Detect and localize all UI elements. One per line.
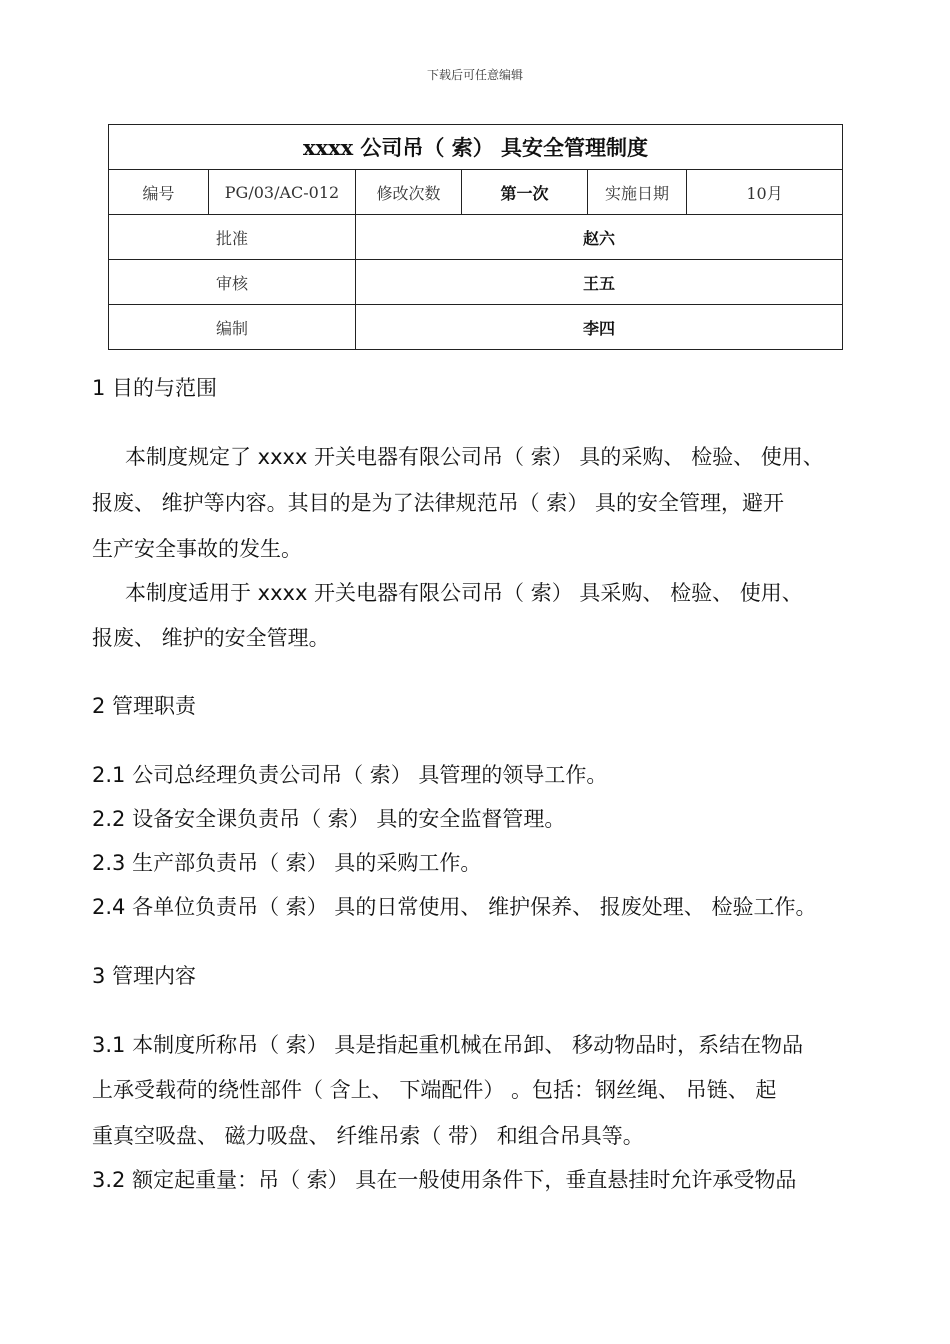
document-info-table [108,124,843,350]
date-label: 实施日期 [588,170,687,215]
section-3-item-1-line-2: 上承受载荷的绕性部件（ 含上、 下端配件） 。包括：钢丝绳、 吊链、 起 [92,1078,777,1102]
section-1-paragraph-2-line-1: 本制度适用于 xxxx 开关电器有限公司吊（ 索） 具采购、 检验、 使用、 [125,581,803,605]
section-3-heading: 3 管理内容 [92,964,197,988]
prepare-value: 李四 [356,305,843,350]
section-2-item-1: 2.1 公司总经理负责公司吊（ 索） 具管理的领导工作。 [92,763,608,787]
header-note: 下载后可任意编辑 [426,68,523,82]
section-1-heading: 1 目的与范围 [92,376,218,400]
section-3-item-2-line-1: 3.2 额定起重量：吊（ 索） 具在一般使用条件下，垂直悬挂时允许承受物品 [92,1168,797,1192]
section-2-item-4: 2.4 各单位负责吊（ 索） 具的日常使用、 维护保养、 报废处理、 检验工作。 [92,895,817,919]
code-value: PG/03/AC-012 [209,170,356,215]
section-3-item-1-line-3: 重真空吸盘、 磁力吸盘、 纤维吊索（ 带） 和组合吊具等。 [92,1124,644,1148]
review-label: 审核 [109,260,356,305]
review-value: 王五 [356,260,843,305]
date-value: 10月 [687,170,843,215]
prepare-label: 编制 [109,305,356,350]
section-2-heading: 2 管理职责 [92,694,197,718]
document-title: xxxx 公司吊（ 索） 具安全管理制度 [109,125,843,170]
section-1-paragraph-2-line-2: 报废、 维护的安全管理。 [92,626,330,650]
approve-value: 赵六 [356,215,843,260]
section-1-paragraph-1-line-1: 本制度规定了 xxxx 开关电器有限公司吊（ 索） 具的采购、 检验、 使用、 [125,445,824,469]
code-label: 编号 [109,170,209,215]
approve-label: 批准 [109,215,356,260]
section-1-paragraph-1-line-2: 报废、 维护等内容。其目的是为了法律规范吊（ 索） 具的安全管理，避开 [92,491,785,515]
revision-value: 第一次 [462,170,588,215]
section-1-paragraph-1-line-3: 生产安全事故的发生。 [92,537,302,561]
revision-label: 修改次数 [356,170,462,215]
section-2-item-2: 2.2 设备安全课负责吊（ 索） 具的安全监督管理。 [92,807,566,831]
section-3-item-1-line-1: 3.1 本制度所称吊（ 索） 具是指起重机械在吊卸、 移动物品时，系结在物品 [92,1033,804,1057]
section-2-item-3: 2.3 生产部负责吊（ 索） 具的采购工作。 [92,851,482,875]
